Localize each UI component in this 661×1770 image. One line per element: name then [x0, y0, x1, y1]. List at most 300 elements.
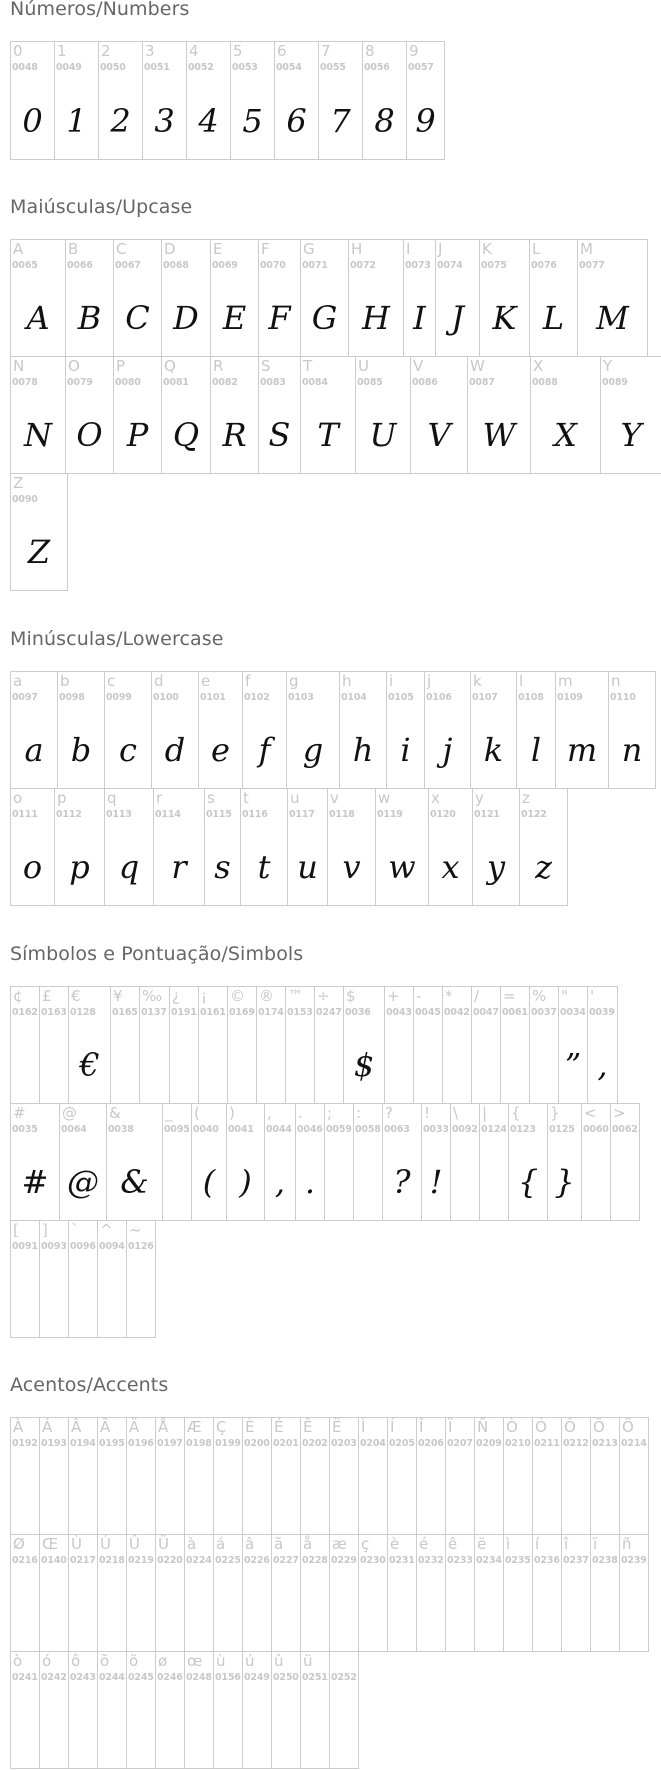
- glyph-char-label: ë: [477, 1535, 487, 1553]
- glyph-cell: [240, 788, 288, 906]
- glyph-code-label: 0156: [215, 1672, 241, 1683]
- glyph-cell: [467, 356, 531, 474]
- glyph-cell: [10, 1220, 40, 1338]
- glyph-char-label: Ç: [216, 1418, 227, 1436]
- glyph-sample: 2: [110, 102, 131, 140]
- glyph-char-label: D: [164, 240, 176, 258]
- glyph-char-label: Ï: [448, 1418, 453, 1436]
- glyph-code-label: 0225: [215, 1555, 241, 1566]
- glyph-cell: [355, 356, 411, 474]
- glyph-sample: ”: [564, 1046, 582, 1084]
- glyph-cell: [435, 239, 480, 357]
- glyph-code-label: 0070: [260, 260, 286, 271]
- glyph-code-label: 0033: [423, 1124, 449, 1135]
- glyph-code-label: 0244: [99, 1672, 125, 1683]
- glyph-cell: [10, 788, 55, 906]
- glyph-sample: b: [70, 731, 92, 769]
- glyph-code-label: 0112: [56, 809, 82, 820]
- glyph-code-label: 0161: [200, 1007, 226, 1018]
- glyph-code-label: 0044: [266, 1124, 292, 1135]
- glyph-code-label: 0039: [589, 1007, 615, 1018]
- glyph-code-label: 0084: [302, 377, 328, 388]
- glyph-cell: [403, 239, 436, 357]
- glyph-sample: f: [258, 731, 271, 769]
- glyph-char-label: V: [413, 357, 424, 375]
- glyph-sample: E: [222, 299, 247, 337]
- glyph-code-label: 0042: [444, 1007, 470, 1018]
- glyph-cell: [410, 356, 468, 474]
- glyph-char-label: [: [13, 1221, 19, 1239]
- glyph-sample: {: [517, 1163, 539, 1201]
- glyph-char-label: -: [416, 987, 422, 1005]
- glyph-code-label: 0118: [329, 809, 355, 820]
- glyph-code-label: 0100: [153, 692, 179, 703]
- glyph-code-label: 0104: [341, 692, 367, 703]
- glyph-char-label: m: [558, 672, 573, 690]
- glyph-char-label: Û: [129, 1535, 140, 1553]
- glyph-code-label: 0203: [331, 1438, 357, 1449]
- glyph-char-label: ™: [288, 987, 303, 1005]
- glyph-code-label: 0074: [437, 260, 463, 271]
- glyph-cell: [348, 239, 404, 357]
- glyph-char-label: s: [207, 789, 215, 807]
- glyph-char-label: ®: [259, 987, 274, 1005]
- glyph-code-label: 0199: [215, 1438, 241, 1449]
- glyph-char-label: g: [289, 672, 299, 690]
- glyph-sample: i: [400, 731, 411, 769]
- glyph-char-label: ,: [267, 1104, 272, 1122]
- glyph-code-label: 0071: [302, 260, 328, 271]
- glyph-char-label: Ä: [129, 1418, 140, 1436]
- glyph-code-label: 0128: [70, 1007, 96, 1018]
- glyph-code-label: 0120: [430, 809, 456, 820]
- glyph-sample: N: [24, 416, 52, 454]
- glyph-sample: j: [442, 731, 453, 769]
- glyph-code-label: 0102: [244, 692, 270, 703]
- glyph-char-label: v: [330, 789, 339, 807]
- glyph-code-label: 0205: [389, 1438, 415, 1449]
- glyph-code-label: 0228: [302, 1555, 328, 1566]
- glyph-cell: [295, 1103, 325, 1221]
- glyph-cell: [210, 239, 259, 357]
- glyph-code-label: 0216: [12, 1555, 38, 1566]
- glyph-char-label: ò: [13, 1652, 23, 1670]
- glyph-char-label: l: [519, 672, 524, 690]
- glyph-char-label: 0: [13, 42, 23, 60]
- glyph-cell: [500, 986, 530, 1104]
- glyph-cell: [416, 1417, 446, 1535]
- glyph-char-label: ;: [327, 1104, 333, 1122]
- glyph-cell: [10, 473, 68, 591]
- glyph-char-label: +: [387, 987, 400, 1005]
- glyph-sample: K: [492, 299, 517, 337]
- glyph-sample: n: [621, 731, 643, 769]
- glyph-code-label: 0140: [41, 1555, 67, 1566]
- glyph-sample: $: [353, 1046, 375, 1084]
- glyph-cell: [285, 986, 315, 1104]
- glyph-char-label: (: [194, 1104, 200, 1122]
- glyph-char-label: %: [532, 987, 547, 1005]
- glyph-cell: [213, 1534, 243, 1652]
- glyph-char-label: O: [68, 357, 80, 375]
- glyph-cell: [68, 1220, 98, 1338]
- glyph-char-label: Y: [603, 357, 613, 375]
- glyph-char-label: á: [216, 1535, 226, 1553]
- glyph-cell: [339, 671, 387, 789]
- glyph-code-label: 0059: [326, 1124, 352, 1135]
- glyph-char-label: Œ: [42, 1535, 59, 1553]
- glyph-cell: [198, 671, 243, 789]
- glyph-code-label: 0061: [502, 1007, 528, 1018]
- glyph-char-label: /: [474, 987, 480, 1005]
- glyph-char-label: 4: [189, 42, 199, 60]
- glyph-cell: [445, 1534, 475, 1652]
- glyph-char-label: y: [475, 789, 484, 807]
- glyph-cell: [384, 986, 414, 1104]
- glyph-char-label: }: [550, 1104, 560, 1122]
- glyph-cell: [204, 788, 241, 906]
- glyph-code-label: 0230: [360, 1555, 386, 1566]
- glyph-code-label: 0091: [12, 1241, 38, 1252]
- glyph-cell: [428, 788, 473, 906]
- glyph-cell: [97, 1417, 127, 1535]
- glyph-char-label: $: [346, 987, 356, 1005]
- glyph-char-label: ñ: [622, 1535, 632, 1553]
- glyph-sample: €: [79, 1046, 100, 1084]
- glyph-cell: [358, 1534, 388, 1652]
- glyph-code-label: 0047: [473, 1007, 499, 1018]
- glyph-cell: [590, 1534, 620, 1652]
- glyph-sample: L: [542, 299, 565, 337]
- glyph-sample: z: [535, 848, 552, 886]
- glyph-code-label: 0051: [144, 62, 170, 73]
- glyph-code-label: 0077: [579, 260, 605, 271]
- glyph-code-label: 0117: [289, 809, 315, 820]
- glyph-char-label: F: [261, 240, 270, 258]
- glyph-char-label: é: [419, 1535, 429, 1553]
- glyph-char-label: Å: [158, 1418, 169, 1436]
- glyph-char-label: ê: [448, 1535, 458, 1553]
- glyph-code-label: 0210: [505, 1438, 531, 1449]
- glyph-sample: l: [530, 731, 542, 769]
- glyph-cell: [169, 986, 199, 1104]
- glyph-code-label: 0106: [426, 692, 452, 703]
- glyph-code-label: 0201: [273, 1438, 299, 1449]
- glyph-sample: X: [554, 416, 577, 454]
- glyph-cell: [10, 1534, 40, 1652]
- glyph-sample: 3: [154, 102, 175, 140]
- glyph-code-label: 0116: [242, 809, 268, 820]
- glyph-code-label: 0096: [70, 1241, 96, 1252]
- glyph-char-label: Ë: [332, 1418, 342, 1436]
- glyph-char-label: W: [470, 357, 485, 375]
- glyph-cell: [155, 1417, 185, 1535]
- glyph-cell: [10, 356, 66, 474]
- glyph-char-label: `: [71, 1221, 79, 1239]
- glyph-code-label: 0082: [212, 377, 238, 388]
- glyph-code-label: 0245: [128, 1672, 154, 1683]
- glyph-cell: [184, 1534, 214, 1652]
- glyph-cell: [532, 1534, 562, 1652]
- glyph-code-label: 0191: [171, 1007, 197, 1018]
- glyph-code-label: 0119: [377, 809, 403, 820]
- glyph-cell: [68, 1534, 98, 1652]
- glyph-code-label: 0055: [320, 62, 346, 73]
- glyph-cell: [421, 1103, 451, 1221]
- glyph-code-label: 0049: [56, 62, 82, 73]
- glyph-char-label: ù: [216, 1652, 226, 1670]
- glyph-code-label: 0108: [518, 692, 544, 703]
- glyph-code-label: 0219: [128, 1555, 154, 1566]
- glyph-cell: [503, 1417, 533, 1535]
- glyph-char-label: Q: [164, 357, 176, 375]
- glyph-sample: ,: [274, 1163, 286, 1201]
- glyph-code-label: 0087: [469, 377, 495, 388]
- glyph-char-label: G: [303, 240, 315, 258]
- glyph-cell: [329, 1534, 359, 1652]
- glyph-sample: }: [554, 1163, 575, 1201]
- glyph-char-label: î: [564, 1535, 569, 1553]
- glyph-char-label: >: [613, 1104, 626, 1122]
- glyph-char-label: ó: [42, 1652, 52, 1670]
- glyph-cell: [581, 1103, 611, 1221]
- glyph-char-label: *: [445, 987, 453, 1005]
- glyph-code-label: 0211: [534, 1438, 560, 1449]
- glyph-cell: [110, 986, 140, 1104]
- glyph-sample: x: [441, 848, 460, 886]
- glyph-code-label: 0214: [621, 1438, 647, 1449]
- glyph-char-label: P: [116, 357, 126, 375]
- glyph-char-label: ¡: [201, 987, 208, 1005]
- glyph-code-label: 0162: [12, 1007, 38, 1018]
- glyph-char-label: Ê: [303, 1418, 313, 1436]
- glyph-code-label: 0073: [405, 260, 431, 271]
- glyph-cell: [10, 41, 55, 160]
- glyph-sample: D: [173, 299, 199, 337]
- glyph-sample: p: [69, 848, 90, 886]
- glyph-code-label: 0097: [12, 692, 38, 703]
- glyph-cell: [450, 1103, 480, 1221]
- glyph-code-label: 0137: [141, 1007, 167, 1018]
- glyph-code-label: 0050: [100, 62, 126, 73]
- glyph-char-label: ï: [593, 1535, 598, 1553]
- glyph-char-label: u: [290, 789, 300, 807]
- glyph-code-label: 0124: [481, 1124, 507, 1135]
- glyph-sample: 1: [66, 102, 87, 140]
- glyph-cell: [558, 986, 588, 1104]
- glyph-cell: [68, 1651, 98, 1769]
- glyph-char-label: |: [482, 1104, 488, 1122]
- glyph-sample: 9: [415, 102, 436, 140]
- glyph-cell: [382, 1103, 422, 1221]
- glyph-sample: c: [119, 731, 137, 769]
- glyph-char-label: r: [156, 789, 163, 807]
- glyph-char-label: ö: [129, 1652, 139, 1670]
- glyph-cell: [142, 41, 187, 160]
- glyph-code-label: 0227: [273, 1555, 299, 1566]
- glyph-cell: [472, 788, 520, 906]
- glyph-code-label: 0192: [12, 1438, 38, 1449]
- glyph-cell: [271, 1651, 301, 1769]
- glyph-char-label: 8: [365, 42, 375, 60]
- glyph-code-label: 0099: [106, 692, 132, 703]
- glyph-code-label: 0231: [389, 1555, 415, 1566]
- glyph-cell: [10, 1103, 60, 1221]
- glyph-char-label: =: [503, 987, 516, 1005]
- glyph-cell: [300, 1534, 330, 1652]
- glyph-code-label: 0085: [357, 377, 383, 388]
- glyph-sample: m: [566, 731, 598, 769]
- glyph-code-label: 0052: [188, 62, 214, 73]
- glyph-cell: [590, 1417, 620, 1535]
- glyph-code-label: 0125: [549, 1124, 575, 1135]
- glyph-cell: [242, 671, 287, 789]
- glyph-cell: [600, 356, 661, 474]
- glyph-cell: [39, 1417, 69, 1535]
- glyph-cell: [256, 986, 286, 1104]
- glyph-code-label: 0204: [360, 1438, 386, 1449]
- glyph-char-label: ]: [42, 1221, 48, 1239]
- glyph-sample: P: [126, 416, 149, 454]
- glyph-sample: 7: [330, 102, 351, 140]
- glyph-cell: [139, 986, 170, 1104]
- glyph-sample: 6: [286, 102, 307, 140]
- glyph-cell: [318, 41, 363, 160]
- glyph-code-label: 0206: [418, 1438, 444, 1449]
- glyph-char-label: æ: [332, 1535, 347, 1553]
- section-title-lowercase: Minúsculas/Lowercase: [10, 628, 224, 650]
- glyph-code-label: 0248: [186, 1672, 212, 1683]
- glyph-char-label: B: [68, 240, 79, 258]
- glyph-char-label: S: [261, 357, 271, 375]
- glyph-char-label: Ü: [158, 1535, 169, 1553]
- glyph-cell: [227, 986, 257, 1104]
- glyph-cell: [353, 1103, 383, 1221]
- glyph-sample: Z: [27, 533, 51, 571]
- glyph-char-label: 2: [101, 42, 111, 60]
- glyph-code-label: 0243: [70, 1672, 96, 1683]
- glyph-cell: [226, 1103, 265, 1221]
- glyph-cell: [271, 1417, 301, 1535]
- section-title-numbers: Números/Numbers: [10, 0, 190, 20]
- glyph-code-label: 0195: [99, 1438, 125, 1449]
- glyph-char-label: h: [342, 672, 352, 690]
- glyph-code-label: 0220: [157, 1555, 183, 1566]
- glyph-char-label: Ã: [100, 1418, 111, 1436]
- glyph-cell: [97, 1220, 127, 1338]
- glyph-code-label: 0065: [12, 260, 38, 271]
- glyph-code-label: 0067: [115, 260, 141, 271]
- glyph-code-label: 0081: [163, 377, 189, 388]
- glyph-char-label: Ù: [71, 1535, 82, 1553]
- glyph-char-label: o: [13, 789, 23, 807]
- glyph-char-label: ü: [303, 1652, 313, 1670]
- glyph-cell: [39, 1651, 69, 1769]
- glyph-char-label: k: [473, 672, 482, 690]
- glyph-cell: [471, 986, 501, 1104]
- glyph-char-label: C: [116, 240, 127, 258]
- glyph-cell: [474, 1417, 504, 1535]
- glyph-cell: [10, 1417, 40, 1535]
- glyph-cell: [126, 1417, 156, 1535]
- glyph-code-label: 0068: [163, 260, 189, 271]
- glyph-code-label: 0076: [531, 260, 557, 271]
- glyph-cell: [287, 788, 328, 906]
- glyph-code-label: 0237: [563, 1555, 589, 1566]
- glyph-cell: [191, 1103, 227, 1221]
- glyph-code-label: 0233: [447, 1555, 473, 1566]
- glyph-sample: !: [429, 1163, 443, 1201]
- section-title-accents: Acentos/Accents: [10, 1374, 169, 1396]
- glyph-cell: [619, 1417, 649, 1535]
- glyph-code-label: 0063: [384, 1124, 410, 1135]
- glyph-sample: Y: [620, 416, 642, 454]
- glyph-char-label: j: [427, 672, 432, 690]
- glyph-char-label: Æ: [187, 1418, 202, 1436]
- glyph-code-label: 0034: [560, 1007, 586, 1018]
- glyph-char-label: :: [356, 1104, 362, 1122]
- glyph-code-label: 0163: [41, 1007, 67, 1018]
- glyph-sample: t: [257, 848, 271, 886]
- glyph-char-label: H: [351, 240, 363, 258]
- glyph-cell: [608, 671, 656, 789]
- glyph-code-label: 0115: [206, 809, 232, 820]
- glyph-sample: T: [317, 416, 339, 454]
- glyph-code-label: 0089: [602, 377, 628, 388]
- glyph-cell: [516, 671, 556, 789]
- glyph-cell: [155, 1651, 185, 1769]
- glyph-sample: 4: [198, 102, 219, 140]
- glyph-char-label: Î: [419, 1418, 424, 1436]
- glyph-char-label: T: [303, 357, 313, 375]
- glyph-code-label: 0036: [345, 1007, 371, 1018]
- glyph-code-label: 0054: [276, 62, 302, 73]
- glyph-char-label: ): [229, 1104, 235, 1122]
- glyph-cell: [413, 986, 443, 1104]
- glyph-cell: [242, 1651, 272, 1769]
- glyph-cell: [97, 1534, 127, 1652]
- glyph-cell: [213, 1417, 243, 1535]
- glyph-code-label: 0103: [288, 692, 314, 703]
- glyph-char-label: Ô: [564, 1418, 576, 1436]
- glyph-char-label: ": [561, 987, 568, 1005]
- glyph-cell: [300, 1417, 330, 1535]
- glyph-code-label: 0075: [481, 260, 507, 271]
- glyph-cell: [442, 986, 472, 1104]
- glyph-code-label: 0043: [386, 1007, 412, 1018]
- glyph-code-label: 0165: [112, 1007, 138, 1018]
- glyph-cell: [329, 1417, 359, 1535]
- glyph-char-label: ¢: [13, 987, 23, 1005]
- glyph-cell: [286, 671, 340, 789]
- glyph-sample: ): [239, 1163, 252, 1201]
- glyph-sample: B: [77, 299, 102, 337]
- glyph-code-label: 0110: [610, 692, 636, 703]
- glyph-char-label: b: [60, 672, 70, 690]
- glyph-code-label: 0218: [99, 1555, 125, 1566]
- glyph-code-label: 0213: [592, 1438, 618, 1449]
- glyph-cell: [98, 41, 143, 160]
- glyph-cell: [529, 239, 578, 357]
- glyph-char-label: ': [590, 987, 595, 1005]
- glyph-code-label: 0197: [157, 1438, 183, 1449]
- glyph-char-label: p: [57, 789, 67, 807]
- glyph-char-label: 5: [233, 42, 243, 60]
- glyph-cell: [161, 356, 211, 474]
- glyph-cell: [479, 239, 530, 357]
- glyph-code-label: 0194: [70, 1438, 96, 1449]
- glyph-cell: [324, 1103, 354, 1221]
